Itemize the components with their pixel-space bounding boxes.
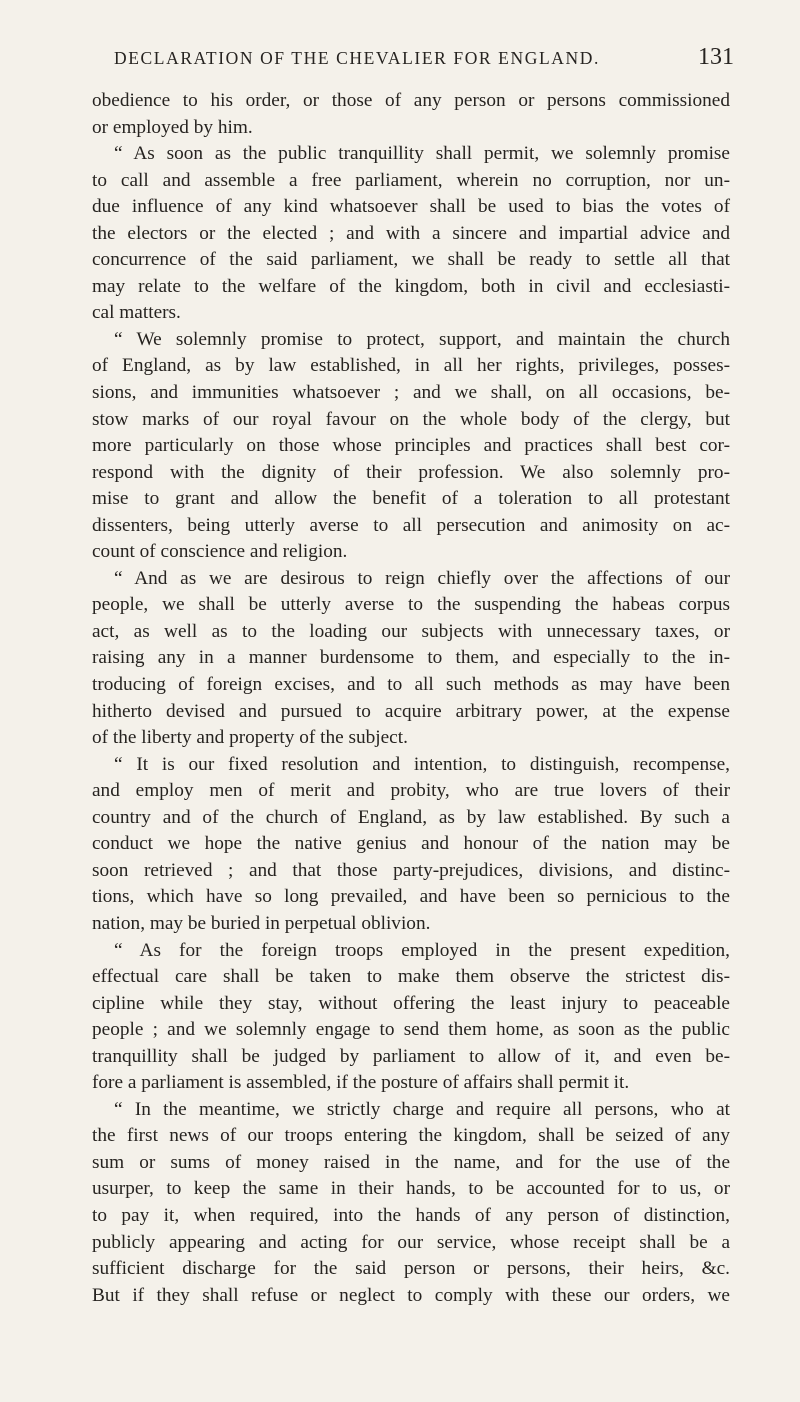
text-line: to pay it, when required, into the hands of any person of distinction,: [92, 1204, 730, 1226]
text-line: cipline while they stay, without offering the least injury to peaceable: [92, 992, 730, 1014]
text-line: “ As for the foreign troops employed in the present expedition,: [114, 939, 730, 961]
page-number: 131: [698, 44, 734, 70]
text-line: or employed by him.: [92, 116, 253, 138]
text-line: stow marks of our royal favour on the whole body of the clergy, but: [92, 408, 730, 430]
text-line: of England, as by law established, in all her rights, privileges, posses-: [92, 355, 730, 377]
text-line: the first news of our troops entering the kingdom, shall be seized of any: [92, 1125, 730, 1147]
running-title: DECLARATION OF THE CHEVALIER FOR ENGLAND.: [114, 48, 600, 68]
text-line: soon retrieved ; and that those party-prejudices, divisions, and distinc-: [92, 859, 730, 881]
text-line: to call and assemble a free parliament, wherein no corruption, nor un-: [92, 169, 730, 191]
page-header: [92, 44, 734, 74]
text-line: hitherto devised and pursued to acquire arbitrary power, at the expense: [92, 700, 730, 722]
text-line: due influence of any kind whatsoever shall be used to bias the votes of: [92, 196, 730, 218]
text-line: sions, and immunities whatsoever ; and we shall, on all occasions, be-: [92, 382, 730, 404]
text-line: sum or sums of money raised in the name, and for the use of the: [92, 1151, 730, 1173]
text-line: usurper, to keep the same in their hands, to be accounted for to us, or: [92, 1178, 730, 1200]
text-line: more particularly on those whose principles and practices shall best cor-: [92, 435, 730, 457]
text-line: cal matters.: [92, 302, 181, 324]
text-line: act, as well as to the loading our subjects with unnecessary taxes, or: [92, 620, 730, 642]
body-text: [92, 88, 730, 1309]
text-line: troducing of foreign excises, and to all such methods as may have been: [92, 674, 730, 696]
text-line: country and of the church of England, as by law established. By such a: [92, 806, 730, 828]
text-line: “ It is our fixed resolution and intention, to distinguish, recompense,: [114, 753, 730, 775]
text-line: “ We solemnly promise to protect, support, and maintain the church: [114, 328, 730, 350]
text-line: tranquillity shall be judged by parliament to allow of it, and even be-: [92, 1045, 730, 1067]
text-line: mise to grant and allow the benefit of a toleration to all protestant: [92, 488, 730, 510]
text-line: obedience to his order, or those of any person or persons commissioned: [92, 90, 730, 111]
text-line: fore a parliament is assembled, if the posture of affairs shall permit it.: [92, 1072, 630, 1094]
text-line: effectual care shall be taken to make them observe the strictest dis-: [92, 966, 730, 988]
text-line: sufficient discharge for the said person or persons, their heirs, &c.: [92, 1258, 730, 1280]
text-line: “ And as we are desirous to reign chiefly over the affections of our: [114, 567, 730, 589]
text-line: dissenters, being utterly averse to all persecution and animosity on ac-: [92, 514, 730, 536]
text-line: But if they shall refuse or neglect to comply with these our orders, we: [92, 1284, 730, 1306]
text-line: publicly appearing and acting for our service, whose receipt shall be a: [92, 1231, 730, 1253]
text-line: the electors or the elected ; and with a sincere and impartial advice and: [92, 222, 730, 244]
text-line: concurrence of the said parliament, we shall be ready to settle all that: [92, 249, 730, 271]
text-line: people, we shall be utterly averse to the suspending the habeas corpus: [92, 594, 730, 616]
text-line: people ; and we solemnly engage to send them home, as soon as the public: [92, 1019, 730, 1041]
text-line: count of conscience and religion.: [92, 541, 348, 563]
text-line: “ As soon as the public tranquillity shall permit, we solemnly promise: [114, 143, 730, 165]
text-line: tions, which have so long prevailed, and have been so pernicious to the: [92, 886, 730, 908]
text-line: of the liberty and property of the subject.: [92, 727, 408, 749]
text-line: “ In the meantime, we strictly charge and require all persons, who at: [114, 1098, 730, 1120]
text-line: and employ men of merit and probity, who are true lovers of their: [92, 780, 730, 802]
text-line: conduct we hope the native genius and honour of the nation may be: [92, 833, 730, 855]
text-line: respond with the dignity of their profession. We also solemnly pro-: [92, 461, 730, 483]
text-line: nation, may be buried in perpetual oblivion.: [92, 912, 431, 934]
text-line: raising any in a manner burdensome to them, and especially to the in-: [92, 647, 730, 669]
text-line: may relate to the welfare of the kingdom, both in civil and ecclesiasti-: [92, 275, 730, 297]
